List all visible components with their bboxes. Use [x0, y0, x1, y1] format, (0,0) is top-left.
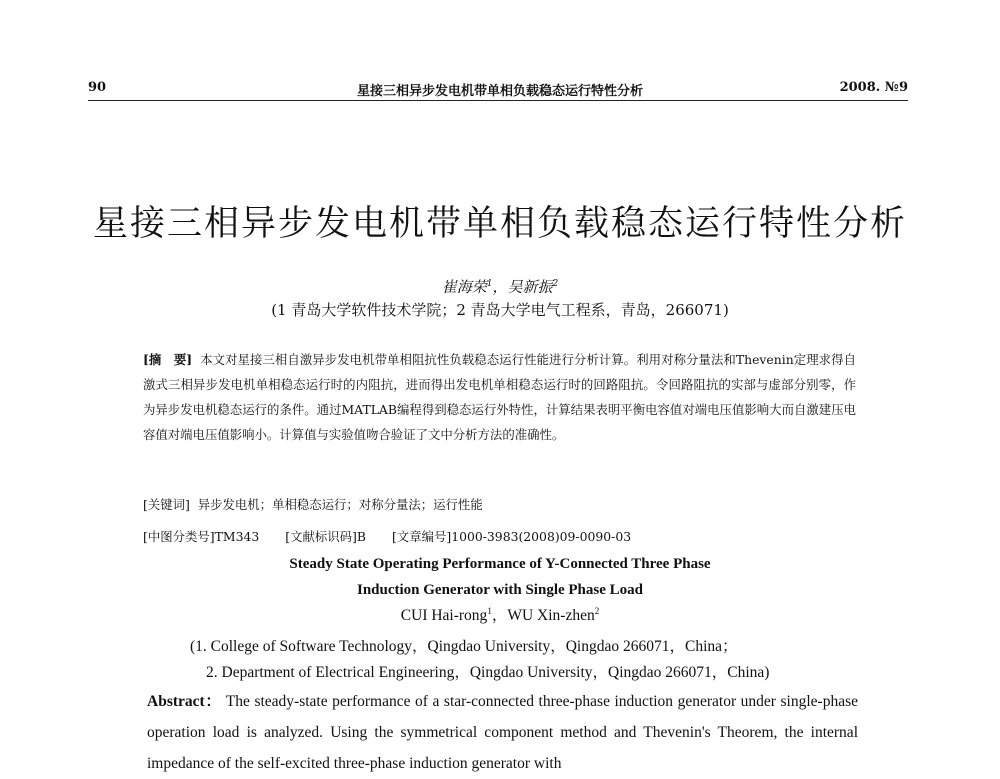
affiliation-en-2: 2. Department of Electrical Engineering，Qingdao University，Qingdao 266071，China) — [206, 664, 770, 681]
keywords-text: 异步发电机；单相稳态运行；对称分量法；运行性能 — [197, 497, 483, 512]
author-1-sup: 1 — [486, 279, 493, 289]
running-title: 星接三相异步发电机带单相负载稳态运行特性分析 — [356, 84, 643, 99]
authors-cn — [0, 276, 1000, 297]
author-2-sup: 2 — [552, 279, 559, 289]
abstract-cn — [143, 347, 856, 447]
doc-code-label: [文献标识码] — [285, 529, 357, 544]
clc-label: [中图分类号] — [143, 529, 215, 544]
english-title-line-2: Induction Generator with Single Phase Load — [356, 582, 643, 598]
abstract-cn-text: 本文对星接三相自激异步发电机带单相阻抗性负载稳态运行性能进行分析计算。利用对称分量法和Thevenin定理求得自激式三相异步发电机单相稳态运行时的内阻抗，进而得出发电机单相稳态运行时的回路阻抗。令回路阻抗的实部与虚部分别零，作为异步发电机稳态运行的条件。通过MATLAB编程得到稳态运行外特性，计算结果表明平衡电容值对端电压值影响大而自激建压电容值对端电压值影响小。计算值与实验值吻合验证了文中分析方法的准确性。 — [143, 352, 856, 442]
author-2: 吴新振 — [507, 278, 553, 296]
classification — [143, 527, 631, 545]
abstract-en-text: The steady-state performance of a star-connected three-phase induction generator under single-phase operation load is analyzed. Using the symmetrical component method and Thevenin's Theorem, the internal impedance of the self-excited three-phase induction generator with — [147, 693, 858, 772]
article-number-label: [文章编号] — [391, 529, 452, 544]
author-1: 崔海荣 — [441, 278, 487, 296]
author-sep: ， — [492, 278, 508, 296]
page-title: 星接三相异步发电机带单相负载稳态运行特性分析 — [92, 204, 907, 244]
author-en-1: CUI Hai-rong — [400, 607, 488, 624]
author-en-sep: ， — [491, 607, 508, 624]
clc-value: TM343 — [214, 529, 260, 544]
author-en-2-sup: 2 — [594, 605, 600, 616]
doc-code-value: B — [356, 529, 366, 544]
abstract-cn-label: [摘 要] — [143, 352, 193, 367]
issue-number: 2008. №9 — [839, 80, 908, 95]
author-en-1-sup: 1 — [487, 605, 492, 616]
affiliation-cn: (1 青岛大学软件技术学院；2 青岛大学电气工程系，青岛，266071) — [271, 301, 729, 319]
abstract-en — [147, 686, 858, 779]
article-number-value: 1000-3983(2008)09-0090-03 — [451, 529, 632, 544]
author-en-2: WU Xin-zhen — [507, 607, 595, 624]
keywords-label: [关键词] — [143, 497, 190, 512]
page-number: 90 — [88, 80, 107, 95]
abstract-en-label: Abstract： — [147, 693, 222, 710]
authors-en — [0, 603, 1000, 625]
affiliation-en-1: (1. College of Software Technology，Qingdao University，Qingdao 266071，China； — [190, 638, 738, 655]
english-title-line-1: Steady State Operating Performance of Y-Connected Three Phase — [289, 556, 711, 572]
keywords — [143, 495, 483, 513]
header-rule — [88, 100, 908, 101]
